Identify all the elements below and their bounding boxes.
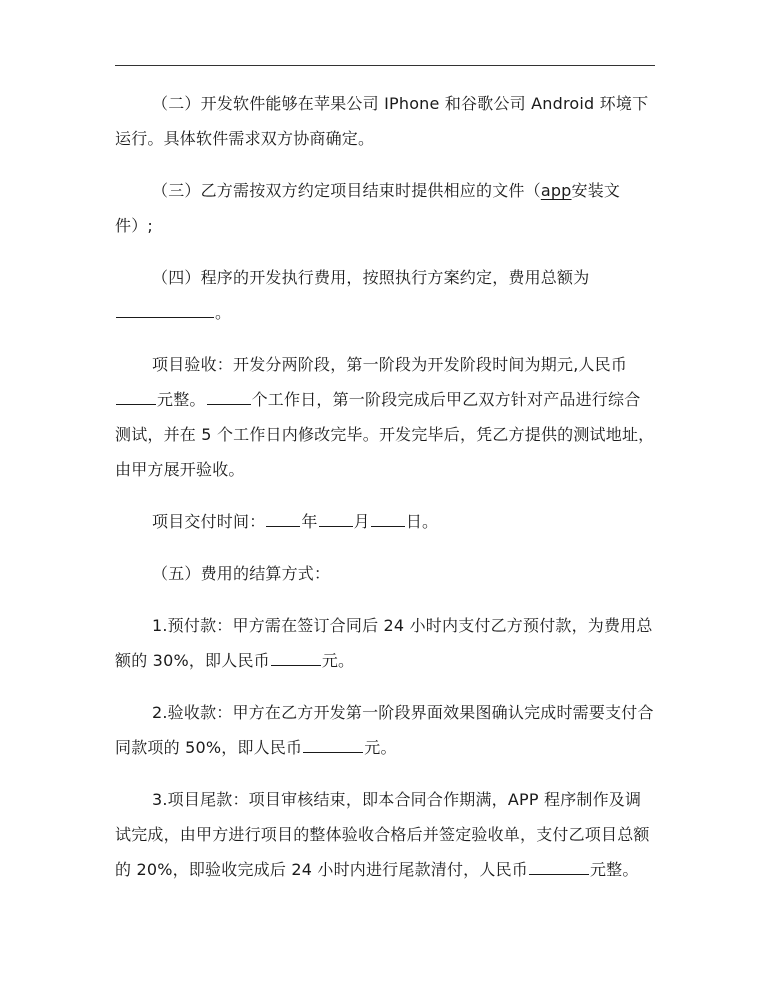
paragraph-text: 元整。 [589, 860, 639, 879]
paragraph-text: （三）乙方需按双方约定项目结束时提供相应的文件（ [152, 181, 541, 200]
paragraph-text: （四）程序的开发执行费用，按照执行方案约定，费用总额为 [152, 268, 590, 287]
paragraph-deliverables [115, 173, 655, 243]
paragraph-final-payment [115, 782, 655, 887]
paragraph-text: 项目交付时间： [152, 512, 266, 531]
paragraph-text: 1.预付款：甲方需在签订合同后 24 小时内支付乙方预付款，为费用总额的 30%，即人民币 [115, 616, 653, 670]
paragraph-delivery-time [115, 504, 655, 539]
underlined-term: app [540, 181, 572, 200]
paragraph-text: （二）开发软件能够在苹果公司 IPhone 和谷歌公司 Android 环境下运行。具体软件需求双方协商确定。 [115, 94, 649, 148]
fill-blank-day[interactable] [371, 506, 405, 527]
paragraph-acceptance [115, 347, 655, 487]
date-year-label: 年 [301, 512, 318, 531]
paragraph-software-platform [115, 86, 655, 156]
paragraph-text: 2.验收款：甲方在乙方开发第一阶段界面效果图确认完成时需要支付合同款项的 50%，即人民币 [115, 703, 654, 757]
fill-blank-prepayment[interactable] [271, 645, 321, 666]
date-day-label: 日。 [405, 512, 439, 531]
paragraph-text: 元。 [364, 738, 397, 757]
paragraph-prepayment [115, 608, 655, 678]
paragraph-text: 。 [215, 303, 232, 322]
fill-blank-acceptance-payment[interactable] [303, 732, 363, 753]
fill-blank-year[interactable] [266, 506, 300, 527]
header-rule [115, 65, 655, 66]
paragraph-development-fee [115, 260, 655, 330]
paragraph-text: 个工作日，第一阶段完成后甲乙双方针对产品进行综合测试，并在 5 个工作日内修改完毕。开发完毕后，凭乙方提供的测试地址，由甲方展开验收。 [115, 390, 655, 479]
fill-blank-final-payment[interactable] [529, 854, 589, 875]
fill-blank-month[interactable] [319, 506, 353, 527]
paragraph-text: （五）费用的结算方式： [152, 564, 331, 583]
fill-blank-total-fee[interactable] [116, 297, 214, 318]
paragraph-text: 项目验收：开发分两阶段，第一阶段为开发阶段时间为期元,人民币 [152, 355, 628, 374]
paragraph-acceptance-payment [115, 695, 655, 765]
fill-blank-amount[interactable] [116, 384, 156, 405]
paragraph-text: 3.项目尾款：项目审核结束，即本合同合作期满，APP 程序制作及调试完成，由甲方进行项目的整体验收合格后并签定验收单，支付乙项目总额的 20%，即验收完成后 24 小时内进行尾款清付，人民币 [115, 790, 650, 879]
document-body [115, 86, 655, 904]
paragraph-text: 元整。 [157, 390, 206, 409]
paragraph-text: 元。 [321, 651, 355, 670]
paragraph-text: 安装文件）; [115, 181, 621, 235]
fill-blank-workdays[interactable] [207, 384, 251, 405]
paragraph-settlement-heading [115, 556, 655, 591]
date-month-label: 月 [353, 512, 370, 531]
